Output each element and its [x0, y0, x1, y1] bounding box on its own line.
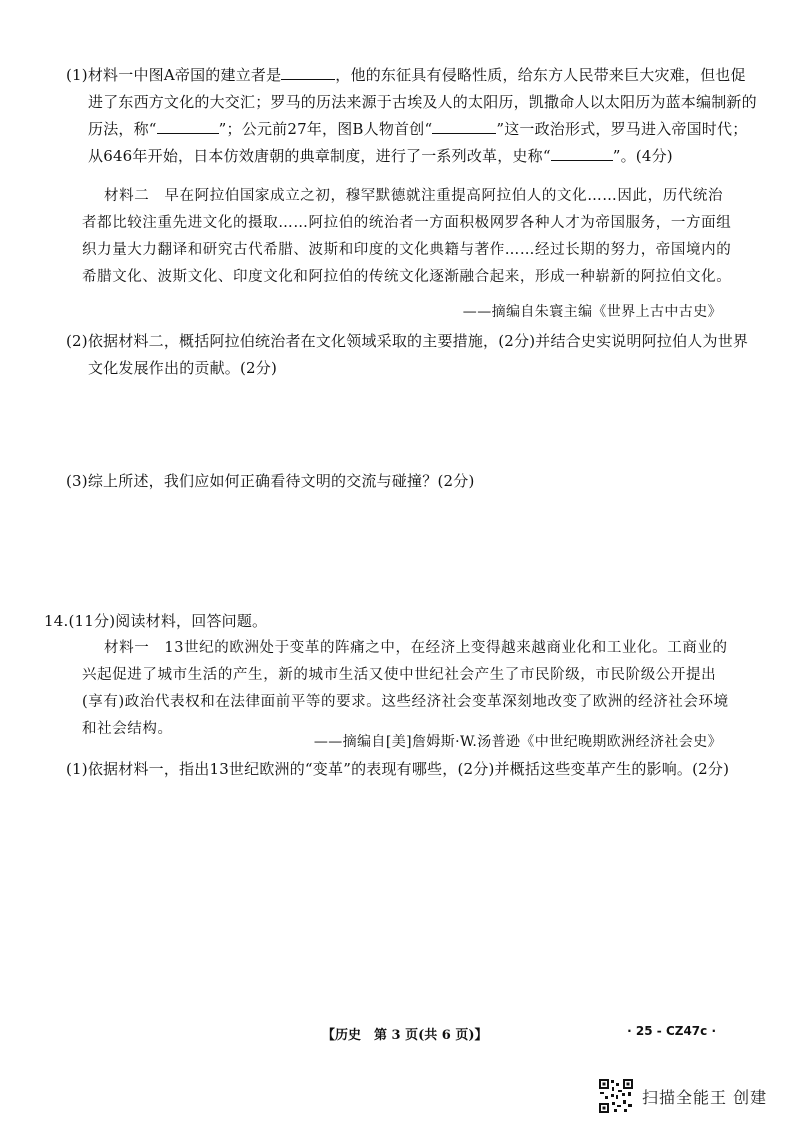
answer-blank-4[interactable]	[551, 146, 613, 161]
answer-blank-1[interactable]	[281, 65, 335, 80]
page-number: 【历史 第 3 页(共 6 页)】	[322, 1028, 488, 1043]
answer-area-q13-3[interactable]	[66, 500, 736, 600]
material-1-text: 材料一 13世纪的欧洲处于变革的阵痛之中，在经济上变得越来越商业化和工业化。工商业的兴起促进了城市生活的产生，新的城市生活又使中世纪社会产生了市民阶级，市民阶级公开提出(享有)政治代表权和在法律面前平等的要求。这些经济社会变革深刻地改变了欧洲的经济社会环境和社会结构。	[82, 640, 729, 737]
material-2-source: ——摘编自朱寰主编《世界上古中古史》	[462, 304, 722, 320]
q13-part1	[66, 62, 758, 170]
qr-code-icon	[598, 1078, 634, 1114]
q14-part1: (1)依据材料一，指出13世纪欧洲的“变革”的表现有哪些，(2分)并概括这些变革产生的影响。(2分)	[66, 760, 730, 778]
q13-part1-seg3: ”；公元前27年，图B人物首创“	[218, 120, 433, 138]
answer-area-q14-1[interactable]	[66, 815, 736, 1005]
q13-part1-seg5: ”。(4分)	[612, 147, 673, 165]
q13-part1-seg2: ，他的东征具有侵略性质，给东方人民带来巨大灾难，但也促进了东西方文化的大交汇；罗马的历法来源于古埃及人的太阳历，凯撒命人以太阳历为蓝本编制新的历法，称“	[88, 66, 757, 138]
q14-heading: 14.(11分)阅读材料，回答问题。	[44, 612, 268, 630]
scanner-watermark	[598, 1076, 767, 1116]
watermark-text: 扫描全能王 创建	[642, 1087, 768, 1107]
q13-part1-seg4: ”这一政治形式，罗马进入帝国时代；从646年开始，日本仿效唐朝的典章制度，进行了一系列改革，史称“	[88, 120, 748, 165]
answer-blank-2[interactable]	[157, 119, 219, 134]
q13-part1-seg1: 材料一中图A帝国的建立者是	[87, 66, 282, 84]
q13-part1-label: (1)	[66, 66, 88, 84]
q13-part2: (2)依据材料二，概括阿拉伯统治者在文化领域采取的主要措施，(2分)并结合史实说明阿拉伯人为世界文化发展作出的贡献。(2分)	[66, 332, 749, 377]
answer-area-q13-2[interactable]	[66, 385, 736, 465]
material-1-source: ——摘编自[美]詹姆斯·W.汤普逊《中世纪晚期欧洲经济社会史》	[313, 734, 722, 750]
material-2-text: 材料二 早在阿拉伯国家成立之初，穆罕默德就注重提高阿拉伯人的文化……因此，历代统治者都比较注重先进文化的摄取……阿拉伯的统治者一方面积极网罗各种人才为帝国服务，一方面组织力量大力翻译和研究古代希腊、波斯和印度的文化典籍与著作……经过长期的努力，帝国境内的希腊文化、波斯文化、印度文化和阿拉伯的传统文化逐渐融合起来，形成一种崭新的阿拉伯文化。	[82, 188, 732, 285]
q13-part3: (3)综上所述，我们应如何正确看待文明的交流与碰撞？(2分)	[66, 472, 475, 490]
exam-code: · 25 - CZ47c ·	[627, 1024, 716, 1038]
answer-blank-3[interactable]	[432, 119, 496, 134]
